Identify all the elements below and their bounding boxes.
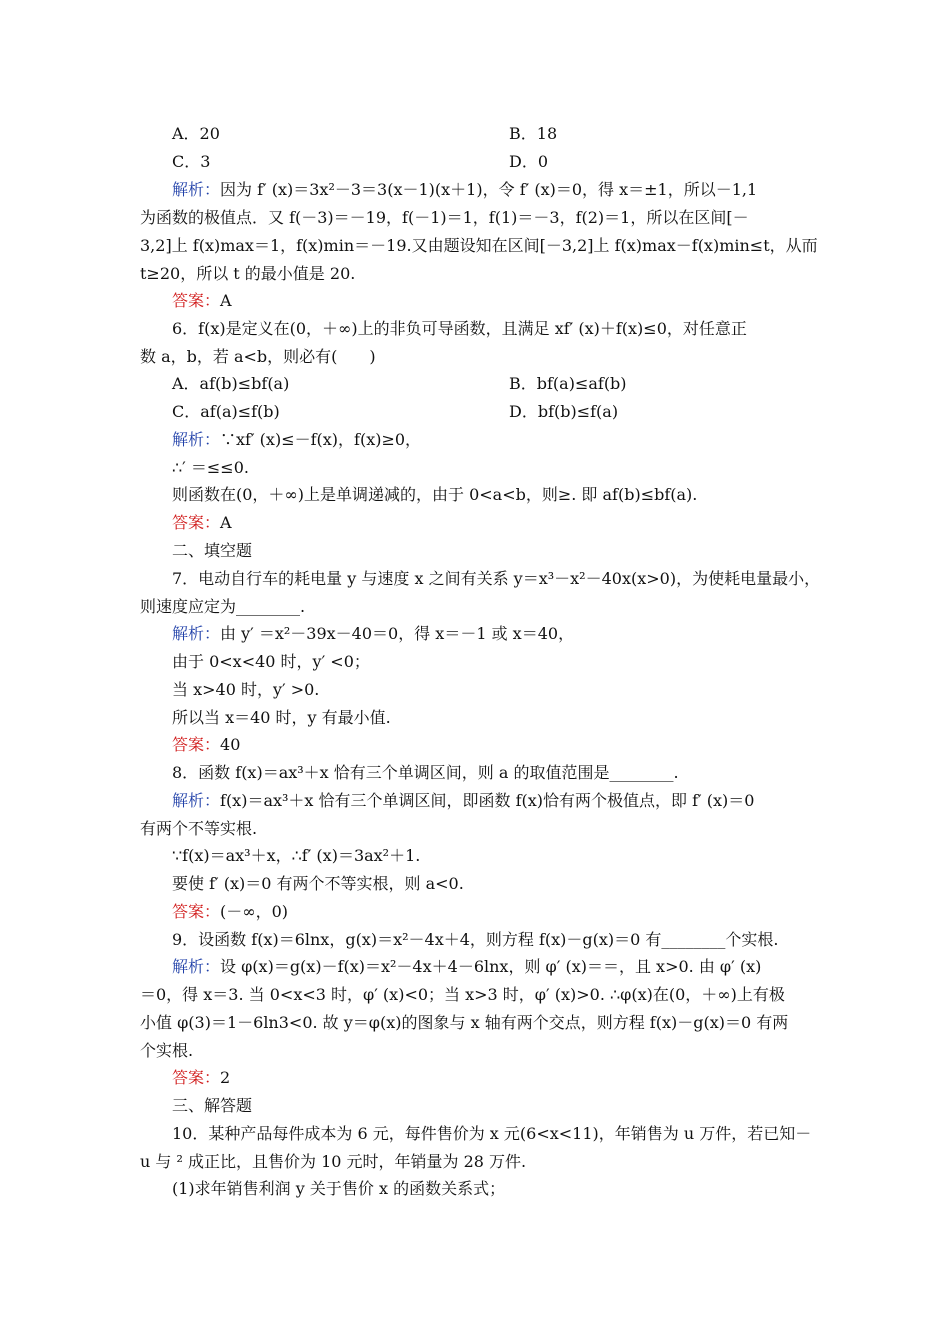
answer-label: 答案：: [172, 735, 221, 754]
solution-label: 解析：: [172, 791, 221, 810]
q5-option-b: B．18: [509, 124, 558, 143]
q9-stem-line-1: 9．设函数 f(x)＝6lnx，g(x)＝x²－4x＋4，则方程 f(x)－g(x)＝0 有________个实根.: [172, 930, 779, 949]
q7-solution-line-4: 所以当 x＝40 时，y 有最小值.: [172, 708, 391, 727]
q5-option-c: C．3: [172, 152, 211, 171]
q10-part-1: (1)求年销售利润 y 关于售价 x 的函数关系式；: [172, 1179, 506, 1198]
q6-stem-line-1: 6．f(x)是定义在(0，＋∞)上的非负可导函数，且满足 xf′ (x)＋f(x)≤0，对任意正: [172, 319, 747, 338]
section-heading-solve: 三、解答题: [172, 1096, 253, 1115]
answer-value: 2: [220, 1068, 231, 1087]
answer-value: A: [220, 291, 232, 310]
q8-stem-line-1: 8．函数 f(x)＝ax³＋x 恰有三个单调区间，则 a 的取值范围是________.: [172, 763, 679, 782]
section-heading-fill-in: 二、填空题: [172, 541, 253, 560]
q6-solution-line-3: 则函数在(0，＋∞)上是单调递减的，由于 0<a<b，则≥. 即 af(b)≤bf(a).: [172, 485, 698, 504]
q6-option-b: B．bf(a)≤af(b): [509, 374, 627, 393]
answer-value: (－∞，0): [220, 902, 289, 921]
q7-answer: [172, 735, 240, 755]
q10-stem-line-1: 10．某种产品每件成本为 6 元，每件售价为 x 元(6<x<11)，年销售为 u 万件，若已知－: [172, 1124, 812, 1143]
q5-solution-line-4: t≥20，所以 t 的最小值是 20.: [140, 264, 356, 283]
q6-answer: [172, 513, 232, 533]
q7-solution-line-2: 由于 0<x<40 时，y′ <0；: [172, 652, 370, 671]
solution-label: 解析：: [172, 180, 221, 199]
q7-stem-line-2: 则速度应定为________.: [140, 597, 306, 616]
q6-option-d: D．bf(b)≤f(a): [509, 402, 619, 421]
q5-option-d: D．0: [509, 152, 549, 171]
q7-solution-line-1: [172, 624, 574, 644]
solution-text: 因为 f′ (x)＝3x²－3＝3(x－1)(x＋1)，令 f′ (x)＝0，得 x＝±1，所以－1,1: [220, 180, 758, 199]
answer-label: 答案：: [172, 902, 221, 921]
q8-solution-line-4: 要使 f′ (x)＝0 有两个不等实根，则 a<0.: [172, 874, 464, 893]
q5-answer: [172, 291, 232, 311]
q9-solution-line-3: 小值 φ(3)＝1－6ln3<0. 故 y＝φ(x)的图象与 x 轴有两个交点，则方程 f(x)－g(x)＝0 有两: [140, 1013, 789, 1032]
solution-text: 设 φ(x)＝g(x)－f(x)＝x²－4x＋4－6lnx，则 φ′ (x)＝＝，且 x>0. 由 φ′ (x): [220, 957, 762, 976]
q6-stem-line-2: 数 a，b，若 a<b，则必有( ): [140, 347, 376, 366]
answer-label: 答案：: [172, 291, 221, 310]
q5-solution-line-3: 3,2]上 f(x)max＝1，f(x)min＝－19.又由题设知在区间[－3,2]上 f(x)max－f(x)min≤t，从而: [140, 236, 818, 255]
q8-solution-line-3: ∵f(x)＝ax³＋x，∴f′ (x)＝3ax²＋1.: [172, 846, 421, 865]
q6-option-a: A．af(b)≤bf(a): [172, 374, 290, 393]
q7-stem-line-1: 7．电动自行车的耗电量 y 与速度 x 之间有关系 y＝x³－x²－40x(x>0)，为使耗电量最小，: [172, 569, 821, 588]
q9-solution-line-4: 个实根.: [140, 1041, 194, 1060]
q9-solution-line-2: ＝0，得 x＝3. 当 0<x<3 时，φ′ (x)<0；当 x>3 时，φ′ (x)>0. ∴φ(x)在(0，＋∞)上有极: [140, 985, 785, 1004]
solution-label: 解析：: [172, 957, 221, 976]
solution-label: 解析：: [172, 430, 221, 449]
q6-option-c: C．af(a)≤f(b): [172, 402, 280, 421]
solution-text: f(x)＝ax³＋x 恰有三个单调区间，即函数 f(x)恰有两个极值点，即 f′ (x)＝0: [220, 791, 755, 810]
answer-label: 答案：: [172, 1068, 221, 1087]
q7-solution-line-3: 当 x>40 时，y′ >0.: [172, 680, 320, 699]
q5-solution-line-1: [172, 180, 757, 200]
answer-value: A: [220, 513, 232, 532]
q5-solution-line-2: 为函数的极值点．又 f(－3)＝－19，f(－1)＝1，f(1)＝－3，f(2)＝1，所以在区间[－: [140, 208, 749, 227]
answer-value: 40: [220, 735, 241, 754]
solution-label: 解析：: [172, 624, 221, 643]
answer-label: 答案：: [172, 513, 221, 532]
solution-text: ∵xf′ (x)≤－f(x)，f(x)≥0，: [220, 430, 422, 449]
q6-solution-line-1: [172, 430, 421, 450]
q5-option-a: A．20: [172, 124, 220, 143]
q6-solution-line-2: ∴′ ＝≤≤0.: [172, 458, 249, 477]
q9-solution-line-1: [172, 957, 761, 977]
q8-solution-line-1: [172, 791, 754, 811]
q9-answer: [172, 1068, 230, 1088]
solution-text: 由 y′ ＝x²－39x－40＝0，得 x＝－1 或 x＝40，: [220, 624, 575, 643]
q8-solution-line-2: 有两个不等实根.: [140, 819, 258, 838]
q8-answer: [172, 902, 288, 922]
q10-stem-line-2: u 与 ² 成正比，且售价为 10 元时，年销量为 28 万件.: [140, 1152, 527, 1171]
